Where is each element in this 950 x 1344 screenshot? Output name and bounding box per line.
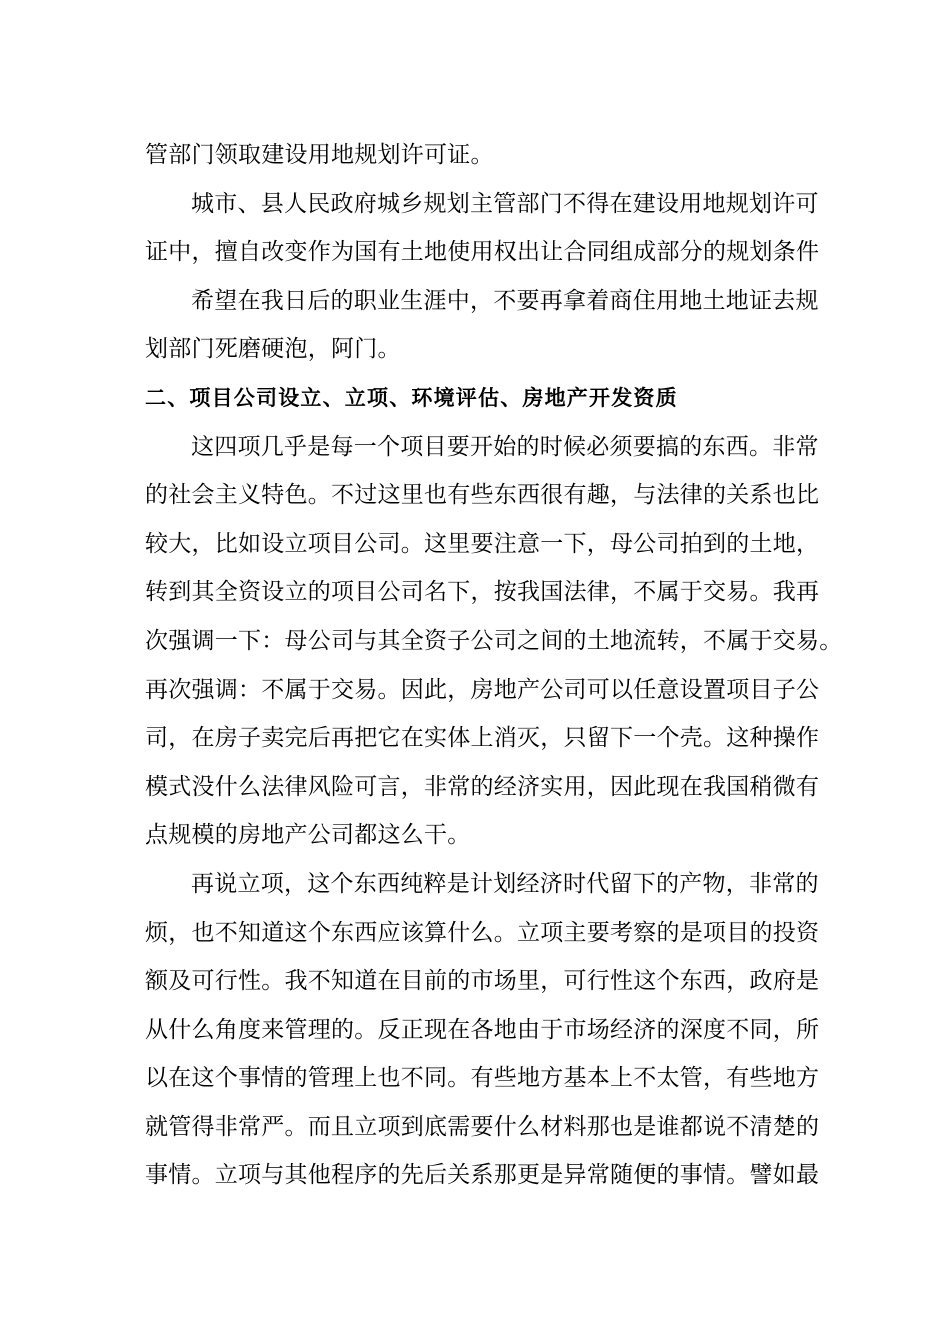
paragraph-line: 从什么角度来管理的。反正现在各地由于市场经济的深度不同，所 — [145, 1016, 820, 1043]
paragraph-line: 较大，比如设立项目公司。这里要注意一下，母公司拍到的土地， — [145, 530, 820, 557]
paragraph-line: 烦，也不知道这个东西应该算什么。立项主要考察的是项目的投资 — [145, 919, 820, 946]
paragraph-line: 额及可行性。我不知道在目前的市场里，可行性这个东西，政府是 — [145, 968, 820, 995]
paragraph-line: 以在这个事情的管理上也不同。有些地方基本上不太管，有些地方 — [145, 1065, 820, 1092]
section-heading: 二、项目公司设立、立项、环境评估、房地产开发资质 — [145, 385, 678, 410]
paragraph-line: 划部门死磨硬泡，阿门。 — [145, 336, 401, 363]
document-body — [145, 131, 843, 1200]
paragraph-line: 再次强调：不属于交易。因此，房地产公司可以任意设置项目子公 — [145, 676, 820, 703]
paragraph-line: 点规模的房地产公司都这么干。 — [145, 822, 471, 849]
paragraph-line: 城市、县人民政府城乡规划主管部门不得在建设用地规划许可 — [191, 190, 819, 217]
paragraph-line: 管部门领取建设用地规划许可证。 — [145, 142, 494, 168]
paragraph-line: 证中，擅自改变作为国有土地使用权出让合同组成部分的规划条件 — [145, 239, 820, 266]
paragraph-line: 转到其全资设立的项目公司名下，按我国法律，不属于交易。我再 — [145, 579, 820, 606]
paragraph-line: 次强调一下：母公司与其全资子公司之间的土地流转，不属于交易。 — [145, 627, 843, 654]
paragraph-line: 的社会主义特色。不过这里也有些东西很有趣，与法律的关系也比 — [145, 482, 820, 509]
paragraph-line: 司，在房子卖完后再把它在实体上消灭，只留下一个壳。这种操作 — [145, 725, 820, 752]
paragraph-line: 模式没什么法律风险可言，非常的经济实用，因此现在我国稍微有 — [145, 773, 820, 800]
paragraph-line: 事情。立项与其他程序的先后关系那更是异常随便的事情。譬如最 — [145, 1162, 820, 1189]
paragraph-line: 希望在我日后的职业生涯中，不要再拿着商住用地土地证去规 — [191, 287, 819, 314]
paragraph-line: 再说立项，这个东西纯粹是计划经济时代留下的产物，非常的 — [191, 870, 819, 897]
paragraph-line: 这四项几乎是每一个项目要开始的时候必须要搞的东西。非常 — [191, 433, 819, 460]
paragraph-line: 就管得非常严。而且立项到底需要什么材料那也是谁都说不清楚的 — [145, 1113, 820, 1140]
